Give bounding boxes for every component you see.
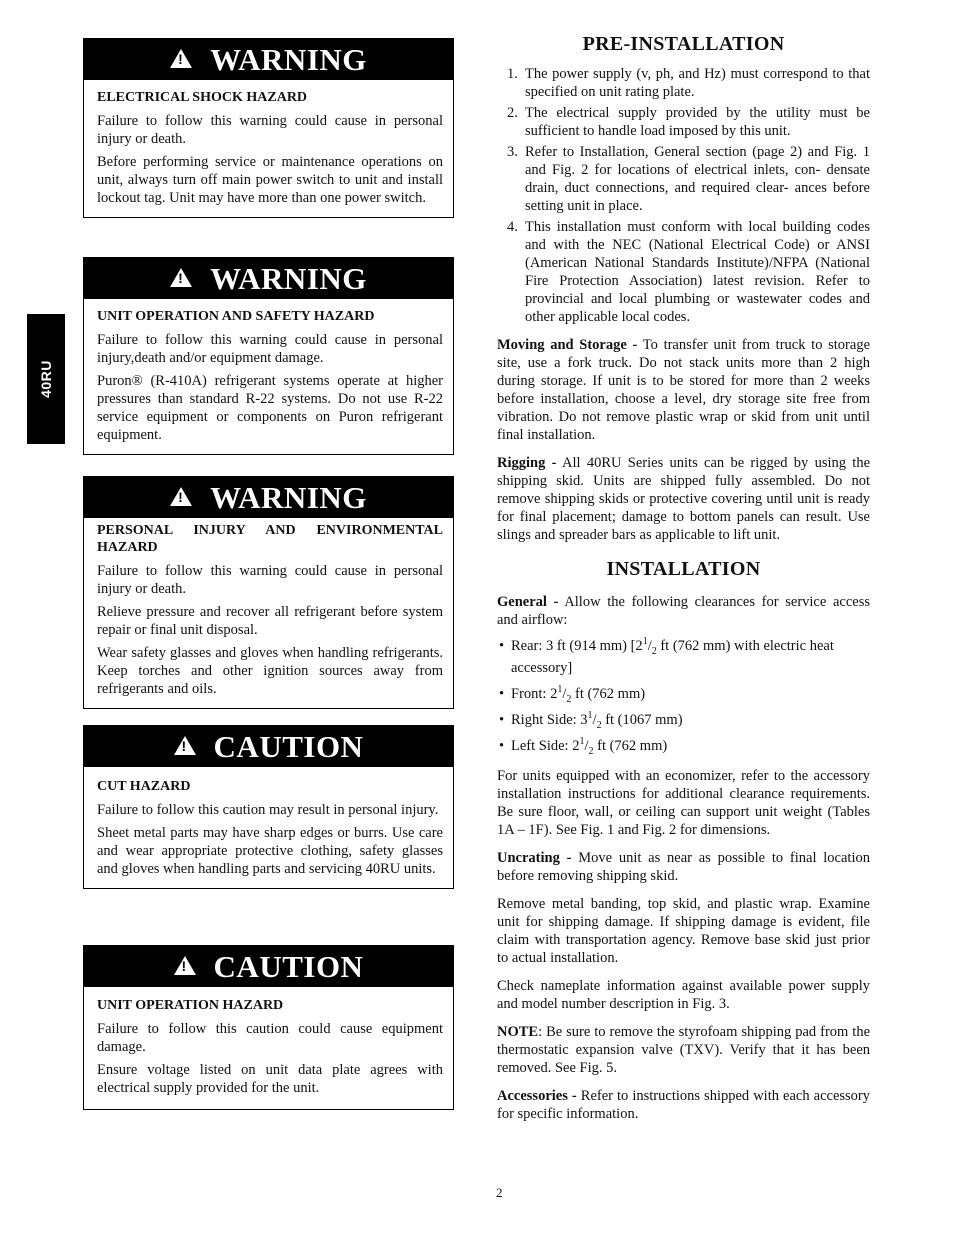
list-item: 1. The power supply (v, ph, and Hz) must correspond to that specified on unit rating plate. <box>507 66 870 100</box>
list-item: • Right Side: $3^1/_2$ ft (1067 mm) <box>497 709 870 731</box>
hazard-title: UNIT OPERATION HAZARD <box>97 998 284 1013</box>
hazard-text: Failure to follow this warning could cause in personal injury or death. <box>97 563 443 597</box>
hazard-text: Ensure voltage listed on unit data plate agrees with electrical supply provided for the unit. <box>97 1062 443 1096</box>
remove-paragraph: Remove metal banding, top skid, and plastic wrap. Examine unit for shipping damage. If shipping damage is evident, file claim with transportation agency. Remove base skid just prior to actual installation. <box>497 896 870 966</box>
pre-installation-heading: PRE-INSTALLATION <box>582 33 785 55</box>
run-in-label: Uncrating - <box>497 850 572 866</box>
side-tab-label: 40RU <box>37 360 54 398</box>
warning-triangle-icon <box>170 268 192 287</box>
hazard-signal-word: CAUTION <box>213 728 364 764</box>
hazard-text: Failure to follow this warning could cause in personal injury,death and/or equipment damage. <box>97 332 443 366</box>
list-item: 2. The electrical supply provided by the utility must be sufficient to handle load imposed by this unit. <box>507 105 870 139</box>
hazard-title: PERSONAL INJURY AND ENVIRONMENTAL HAZARD <box>97 523 443 555</box>
hazard-header <box>84 258 453 299</box>
hazard-text: Relieve pressure and recover all refrigerant before system repair or final unit disposal. <box>97 604 443 638</box>
caution-triangle-icon <box>174 956 196 975</box>
hazard-title: CUT HAZARD <box>97 779 191 794</box>
run-in-label: Moving and Storage - <box>497 337 638 353</box>
accessories-paragraph: Accessories - Refer to instructions shipped with each accessory for specific information. <box>497 1088 870 1122</box>
rigging-paragraph: Rigging - All 40RU Series units can be rigged by using the shipping skid. Units are shipped fully assembled. Do not remove shipping skids or protective covering until unit is ready for final placement; damage to bottom panels can result. Use slings and spreader bars as applicable to lift unit. <box>497 455 871 543</box>
hazard-text: Puron® (R-410A) refrigerant systems operate at higher pressures than standard R-22 systems. Do not use R-22 service equipment or components on Puron refrigerant equipment. <box>97 373 443 443</box>
run-in-label: Accessories - <box>497 1088 577 1104</box>
caution-triangle-icon <box>174 736 196 755</box>
hazard-text: Sheet metal parts may have sharp edges or burrs. Use care and wear appropriate protective clothing, safety glasses and gloves when handling parts and servicing 40RU units. <box>97 825 443 877</box>
note-label: NOTE <box>497 1024 539 1040</box>
hazard-text: Failure to follow this warning could cause in personal injury or death. <box>97 113 443 147</box>
hazard-text: Failure to follow this caution could cause equipment damage. <box>97 1021 443 1055</box>
list-item: 3. Refer to Installation, General section (page 2) and Fig. 1 and Fig. 2 for locations of electrical inlets, con- densate drain, duct connections, and required clear- ances before setting unit in place. <box>507 144 870 214</box>
hazard-title: ELECTRICAL SHOCK HAZARD <box>97 90 308 105</box>
run-in-label: General - <box>497 594 559 610</box>
caution-box-unit-operation <box>83 945 454 1110</box>
caution-box-cut-hazard <box>83 725 454 889</box>
hazard-signal-word: WARNING <box>210 41 367 77</box>
clearances-list <box>497 635 870 757</box>
warning-box-personal-injury <box>83 476 454 709</box>
hazard-signal-word: WARNING <box>210 479 367 515</box>
check-paragraph: Check nameplate information against available power supply and model number description in Fig. 3. <box>497 978 870 1012</box>
list-item: • Left Side: $2^1/_2$ ft (762 mm) <box>497 735 870 757</box>
warning-triangle-icon <box>170 487 192 506</box>
hazard-signal-word: CAUTION <box>213 948 364 984</box>
uncrating-paragraph: Uncrating - Move unit as near as possible to final location before removing shipping skid. <box>497 850 870 884</box>
list-item: 4. This installation must conform with local building codes and with the NEC (National Electrical Code) or ANSI (American National Standards Institute)/NFPA (National Fire Protection Association) latest revision. Refer to provincial and local plumbing or wastewater codes and other applicable local codes. <box>507 219 870 325</box>
general-paragraph: General - Allow the following clearances for service access and airflow: <box>497 594 870 628</box>
side-tab <box>27 314 65 444</box>
warning-triangle-icon <box>170 49 192 68</box>
economizer-paragraph: For units equipped with an economizer, refer to the accessory installation instructions for additional clearance requirements. Be sure floor, wall, or ceiling can support unit weight (Tables 1A – 1F). See Fig. 1 and Fig. 2 for dimensions. <box>497 768 870 838</box>
hazard-header <box>84 39 453 80</box>
list-item: • Rear: 3 ft (914 mm) [$2^1/_2$ ft (762 mm) with electric heat accessory] <box>497 635 870 679</box>
note-paragraph: NOTE: Be sure to remove the styrofoam shipping pad from the thermostatic expansion valve (TXV). Verify that it has been removed. See Fig. 5. <box>497 1024 870 1076</box>
hazard-header <box>84 477 453 518</box>
warning-box-unit-operation-safety <box>83 257 454 455</box>
hazard-header <box>84 946 453 987</box>
hazard-signal-word: WARNING <box>210 260 367 296</box>
pre-installation-list <box>497 65 870 326</box>
moving-storage-paragraph: Moving and Storage - To transfer unit from truck to storage site, use a fork truck. Do not stack units more than 2 high during storage. If unit is to be stored for more than 2 weeks before installation, choose a level, dry storage site free from vibration. Do not remove plastic wrap or skid from unit until final installation. <box>497 337 871 443</box>
page-number: 2 <box>496 1185 503 1200</box>
hazard-title: UNIT OPERATION AND SAFETY HAZARD <box>97 309 375 324</box>
hazard-text: Wear safety glasses and gloves when handling refrigerants. Keep torches and other ignition sources away from refrigerants and oils. <box>97 645 443 697</box>
hazard-text: Before performing service or maintenance operations on unit, always turn off main power switch to unit and install lockout tag. Unit may have more than one power switch. <box>97 154 443 206</box>
hazard-header <box>84 726 453 767</box>
hazard-text: Failure to follow this caution may result in personal injury. <box>97 802 439 818</box>
list-item: • Front: $2^1/_2$ ft (762 mm) <box>497 683 870 705</box>
warning-box-electrical <box>83 38 454 218</box>
run-in-label: Rigging - <box>497 455 557 471</box>
right-column <box>497 33 870 1133</box>
installation-heading: INSTALLATION <box>606 558 761 580</box>
